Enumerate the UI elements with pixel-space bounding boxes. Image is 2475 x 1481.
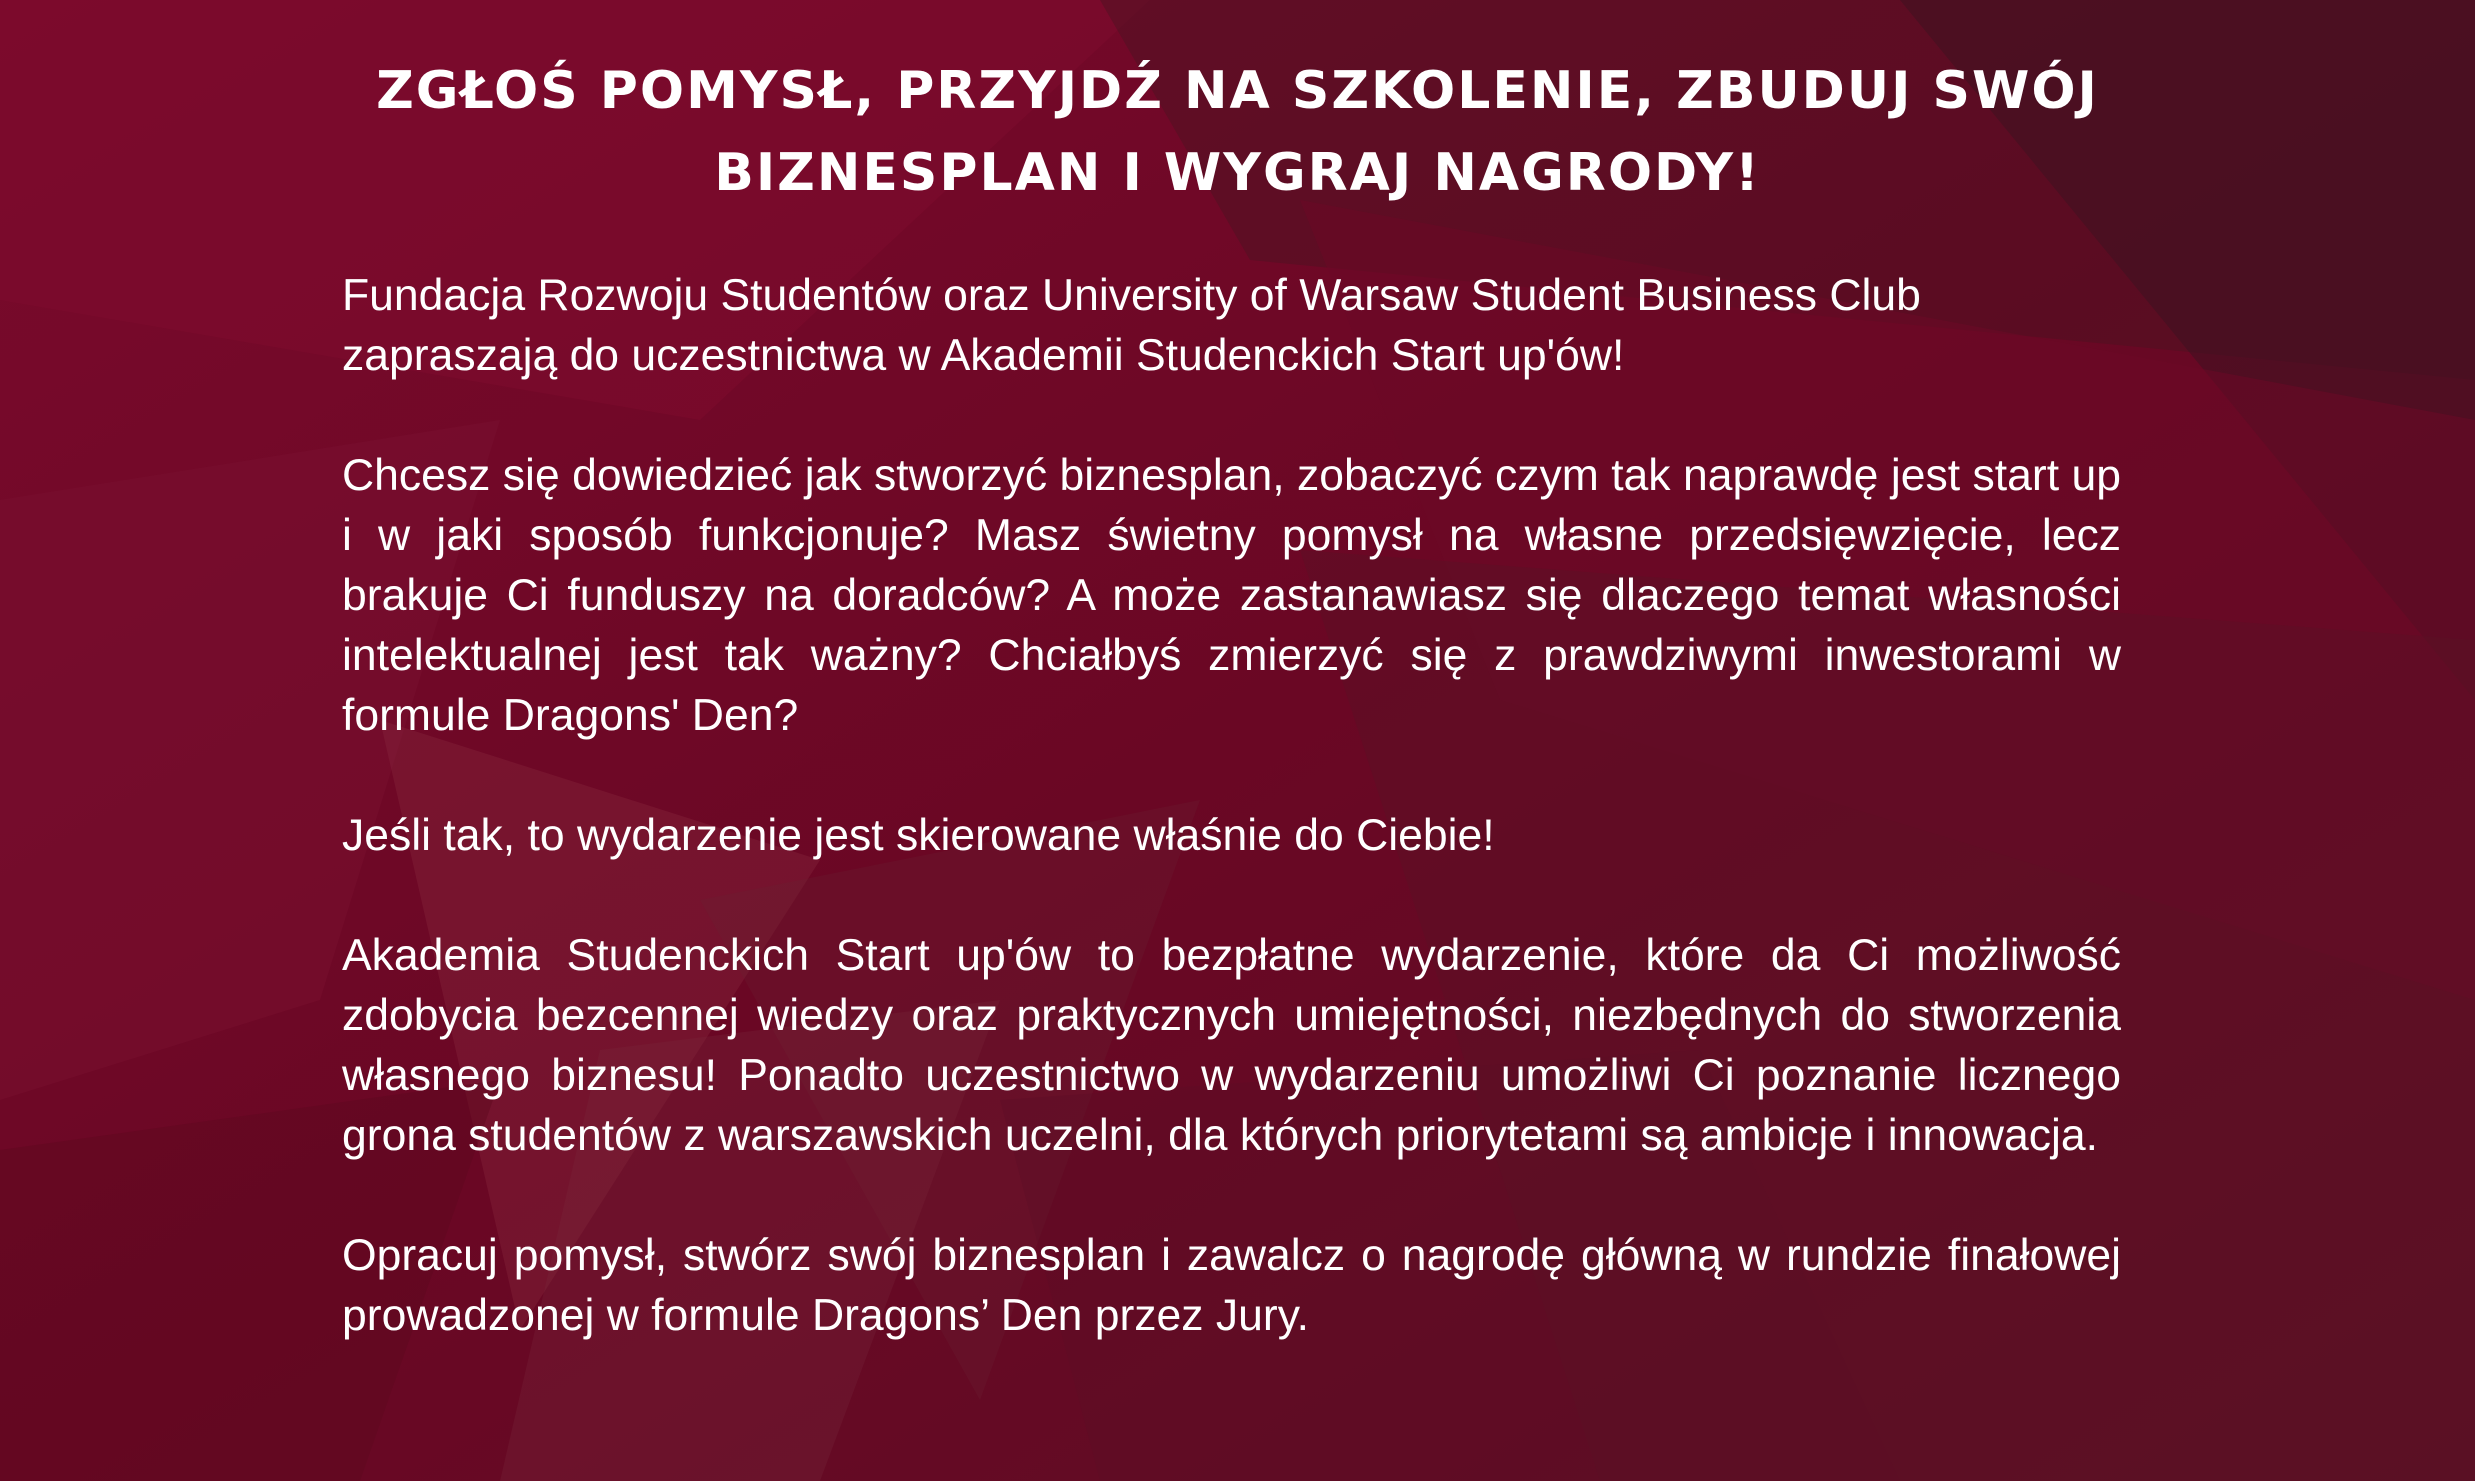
target-paragraph: Jeśli tak, to wydarzenie jest skierowane właśnie do Ciebie!	[342, 811, 1495, 860]
headline-line-2: BIZNESPLAN I WYGRAJ NAGRODY!	[714, 143, 1761, 203]
questions-paragraph: Chcesz się dowiedzieć jak stworzyć biznesplan, zobaczyć czym tak naprawdę jest start up i w jaki sposób funkcjonuje? Masz świetny pomysł na własne przedsięwzięcie, lecz brakuje Ci funduszy na doradców? A może zastanawiasz się dlaczego temat własności intelektualnej jest tak ważny? Chciałbyś zmierzyć się z prawdziwymi inwestorami w formule Dragons' Den?	[342, 451, 2121, 740]
body-text	[342, 266, 2121, 1406]
headline-line-1: ZGŁOŚ POMYSŁ, PRZYJDŹ NA SZKOLENIE, ZBUDUJ SWÓJ	[376, 61, 2099, 121]
headline	[300, 50, 2175, 214]
about-paragraph: Akademia Studenckich Start up'ów to bezpłatne wydarzenie, które da Ci możliwość zdobycia bezcennej wiedzy oraz praktycznych umiejętności, niezbędnych do stworzenia własnego biznesu! Ponadto uczestnictwo w wydarzeniu umożliwi Ci poznanie licznego grona studentów z warszawskich uczelni, dla których priorytetami są ambicje i innowacja.	[342, 931, 2121, 1160]
intro-paragraph: Fundacja Rozwoju Studentów oraz University of Warsaw Student Business Club zapraszają do uczestnictwa w Akademii Studenckich Start up'ów!	[342, 271, 1921, 380]
call-to-action-paragraph: Opracuj pomysł, stwórz swój biznesplan i zawalcz o nagrodę główną w rundzie finałowej prowadzonej w formule Dragons’ Den przez Jury.	[342, 1231, 2121, 1340]
